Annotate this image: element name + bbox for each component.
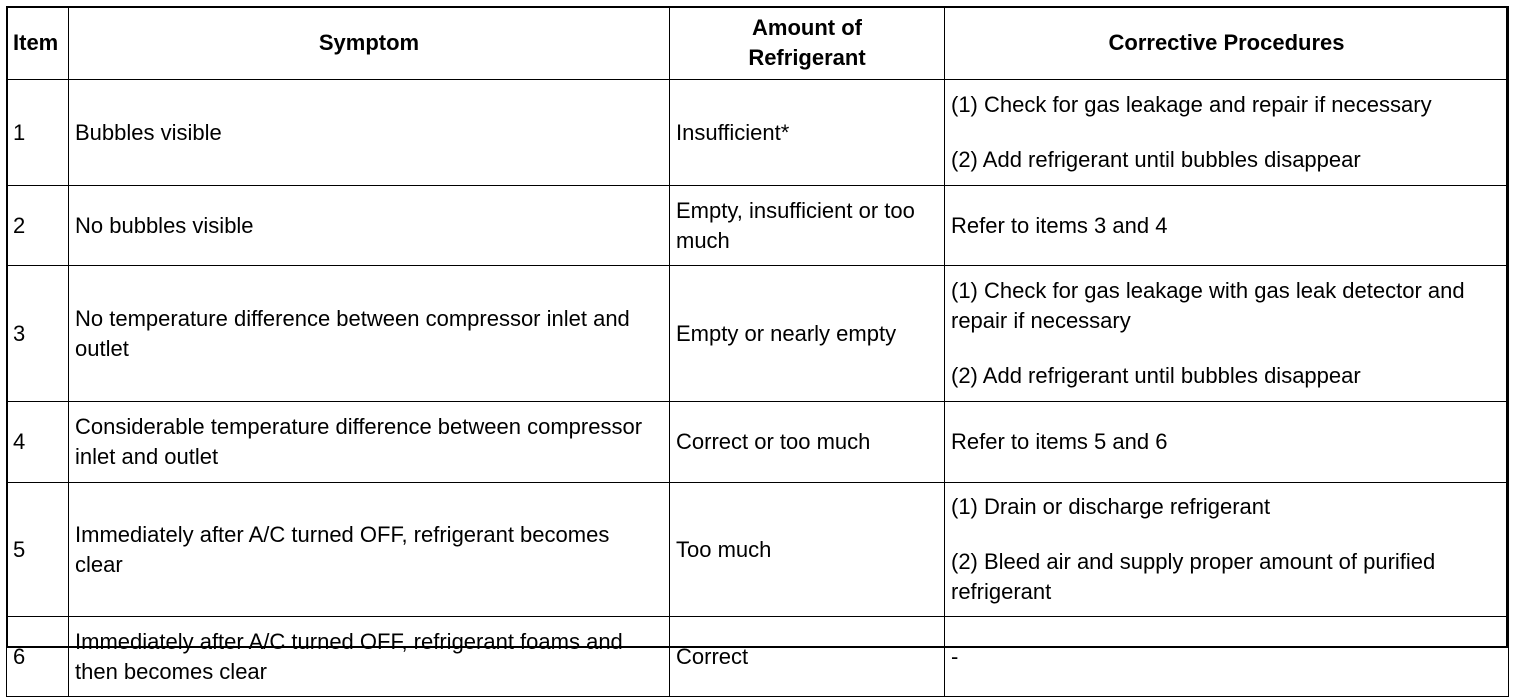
amount-cell: Correct [670, 617, 945, 697]
procedure-step: Refer to items 3 and 4 [951, 212, 1168, 238]
item-number: 2 [7, 186, 69, 266]
procedure-step: (1) Check for gas leakage and repair if necessary [951, 92, 1432, 117]
procedure-step: Refer to items 5 and 6 [951, 429, 1168, 454]
procedure-step: - [951, 643, 959, 669]
symptom-cell: Considerable temperature difference between compressor inlet and outlet [69, 402, 670, 483]
symptom-cell: Immediately after A/C turned OFF, refrigerant foams and then becomes clear [69, 617, 670, 697]
procedure-step: (1) Drain or discharge refrigerant [951, 494, 1271, 519]
item-number: 6 [7, 617, 69, 697]
procedure-step: (2) Add refrigerant until bubbles disappear [951, 147, 1361, 172]
item-number: 1 [7, 80, 69, 186]
header-item: Item [7, 7, 69, 80]
symptom-cell: Bubbles visible [69, 80, 670, 186]
procedure-step: (2) Add refrigerant until bubbles disappear [951, 363, 1361, 388]
symptom-cell: Immediately after A/C turned OFF, refrigerant becomes clear [69, 483, 670, 617]
symptom-cell: No temperature difference between compressor inlet and outlet [69, 266, 670, 402]
procedure-step: (2) Bleed air and supply proper amount of purified refrigerant [951, 549, 1436, 604]
amount-cell: Correct or too much [670, 402, 945, 483]
amount-cell: Too much [670, 483, 945, 617]
header-amount-line1: Amount of [752, 15, 862, 40]
item-number: 5 [7, 483, 69, 617]
procedure-step: (1) Check for gas leakage with gas leak detector and repair if necessary [951, 278, 1465, 333]
symptom-cell: No bubbles visible [69, 186, 670, 266]
item-number: 3 [7, 266, 69, 402]
header-amount-line2: Refrigerant [748, 45, 866, 70]
amount-cell: Insufficient* [670, 80, 945, 186]
item-number: 4 [7, 402, 69, 483]
table-outer-border [6, 6, 1508, 648]
amount-cell: Empty or nearly empty [670, 266, 945, 402]
header-symptom: Symptom [69, 7, 670, 80]
amount-cell: Empty, insufficient or too much [670, 186, 945, 266]
header-procedures: Corrective Procedures [945, 7, 1509, 80]
